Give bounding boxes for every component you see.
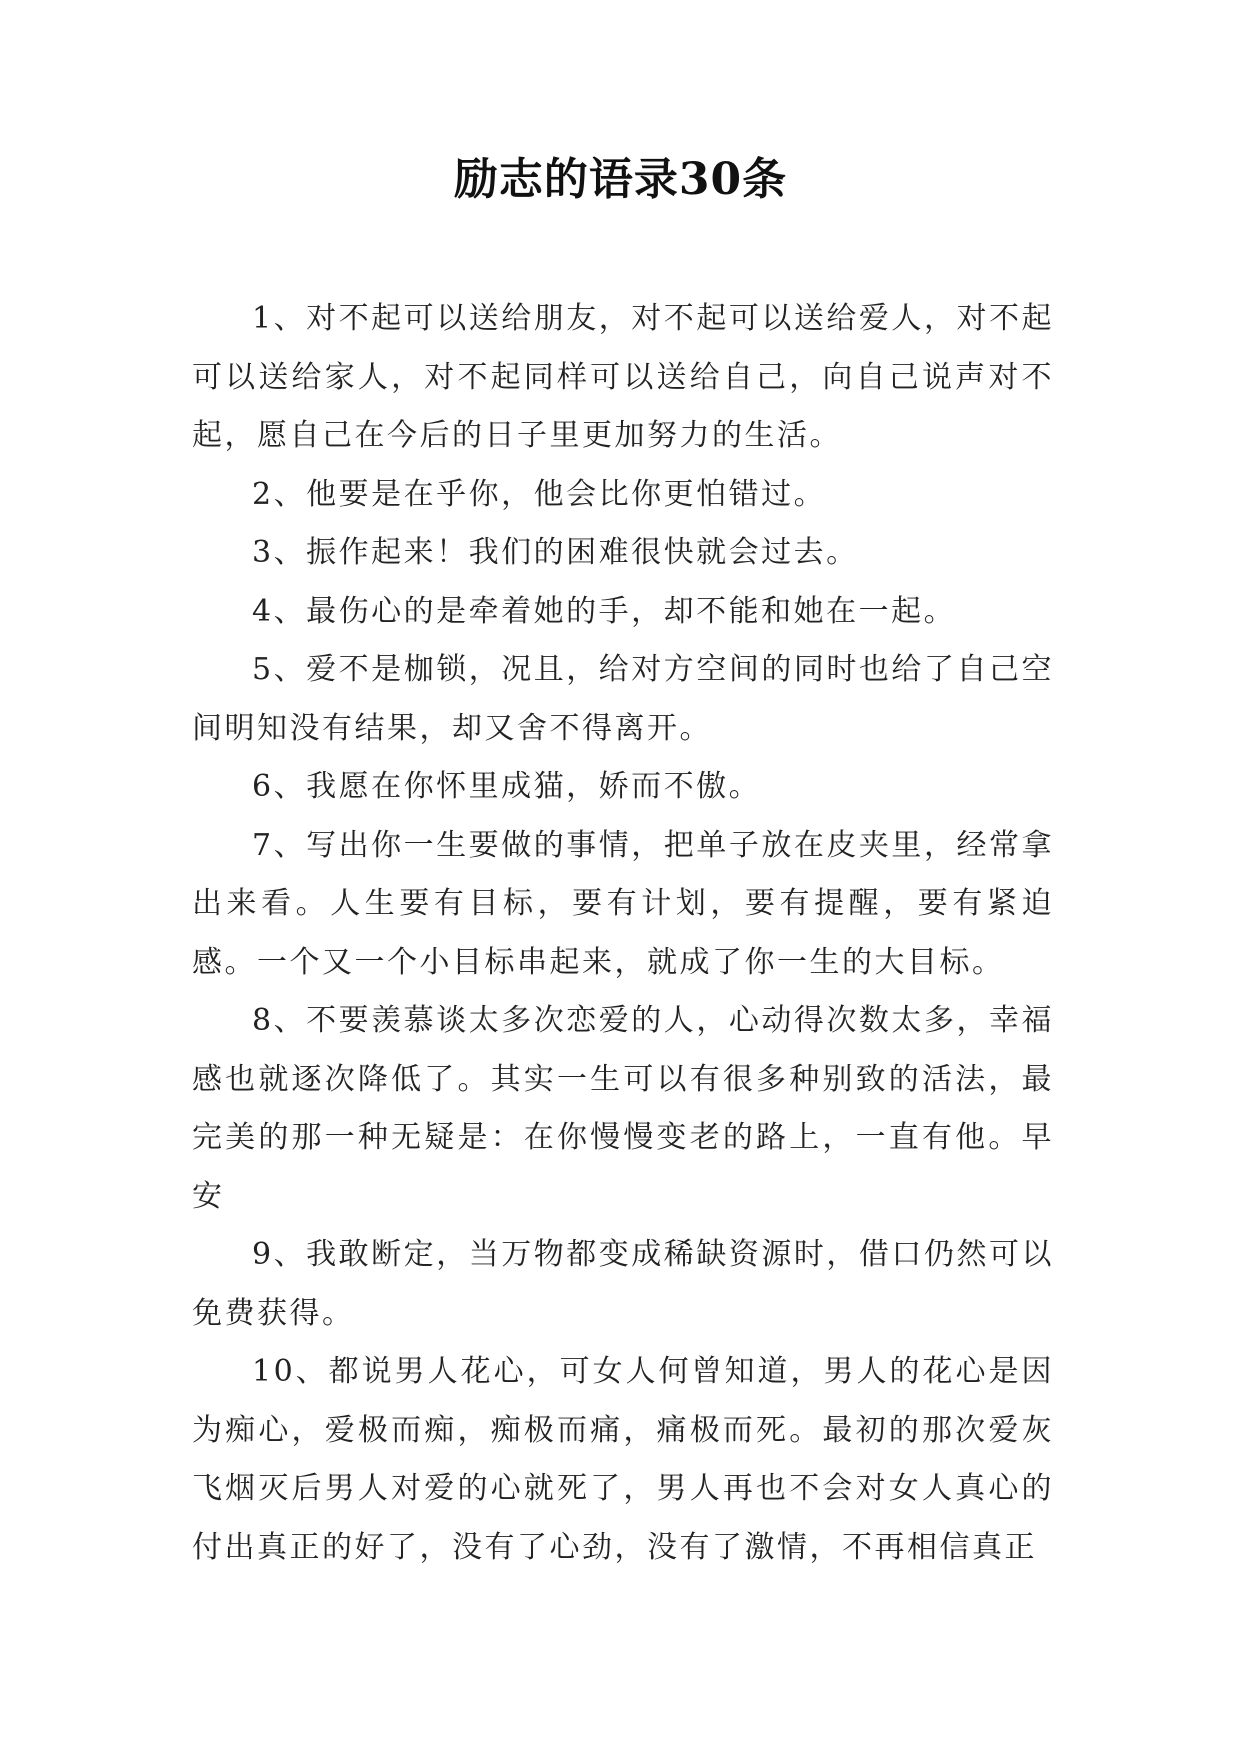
document-body	[192, 290, 1054, 1577]
paragraph-5: 5、爱不是枷锁，况且，给对方空间的同时也给了自己空间明知没有结果，却又舍不得离开。	[192, 652, 1054, 746]
page-title: 励志的语录30条	[453, 154, 788, 205]
paragraph-9: 9、我敢断定，当万物都变成稀缺资源时，借口仍然可以免费获得。	[192, 1237, 1054, 1331]
paragraph-6: 6、我愿在你怀里成猫，娇而不傲。	[252, 769, 762, 804]
paragraph-1: 1、对不起可以送给朋友，对不起可以送给爱人，对不起可以送给家人，对不起同样可以送给自己，向自己说声对不起，愿自己在今后的日子里更加努力的生活。	[192, 301, 1054, 453]
paragraph-7: 7、写出你一生要做的事情，把单子放在皮夹里，经常拿出来看。人生要有目标，要有计划，要有提醒，要有紧迫感。一个又一个小目标串起来，就成了你一生的大目标。	[192, 827, 1054, 980]
paragraph-10: 10、都说男人花心，可女人何曾知道，男人的花心是因为痴心，爱极而痴，痴极而痛，痛极而死。最初的那次爱灰飞烟灭后男人对爱的心就死了，男人再也不会对女人真心的付出真正的好了，没有了心劲，没有了激情，不再相信真正	[192, 1354, 1054, 1565]
paragraph-2: 2、他要是在乎你，他会比你更怕错过。	[252, 476, 827, 512]
paragraph-4: 4、最伤心的是牵着她的手，却不能和她在一起。	[252, 593, 957, 629]
paragraph-3: 3、振作起来！我们的困难很快就会过去。	[252, 535, 859, 570]
paragraph-8: 8、不要羡慕谈太多次恋爱的人，心动得次数太多，幸福感也就逐次降低了。其实一生可以有很多种别致的活法，最完美的那一种无疑是：在你慢慢变老的路上，一直有他。早安	[192, 1003, 1054, 1214]
